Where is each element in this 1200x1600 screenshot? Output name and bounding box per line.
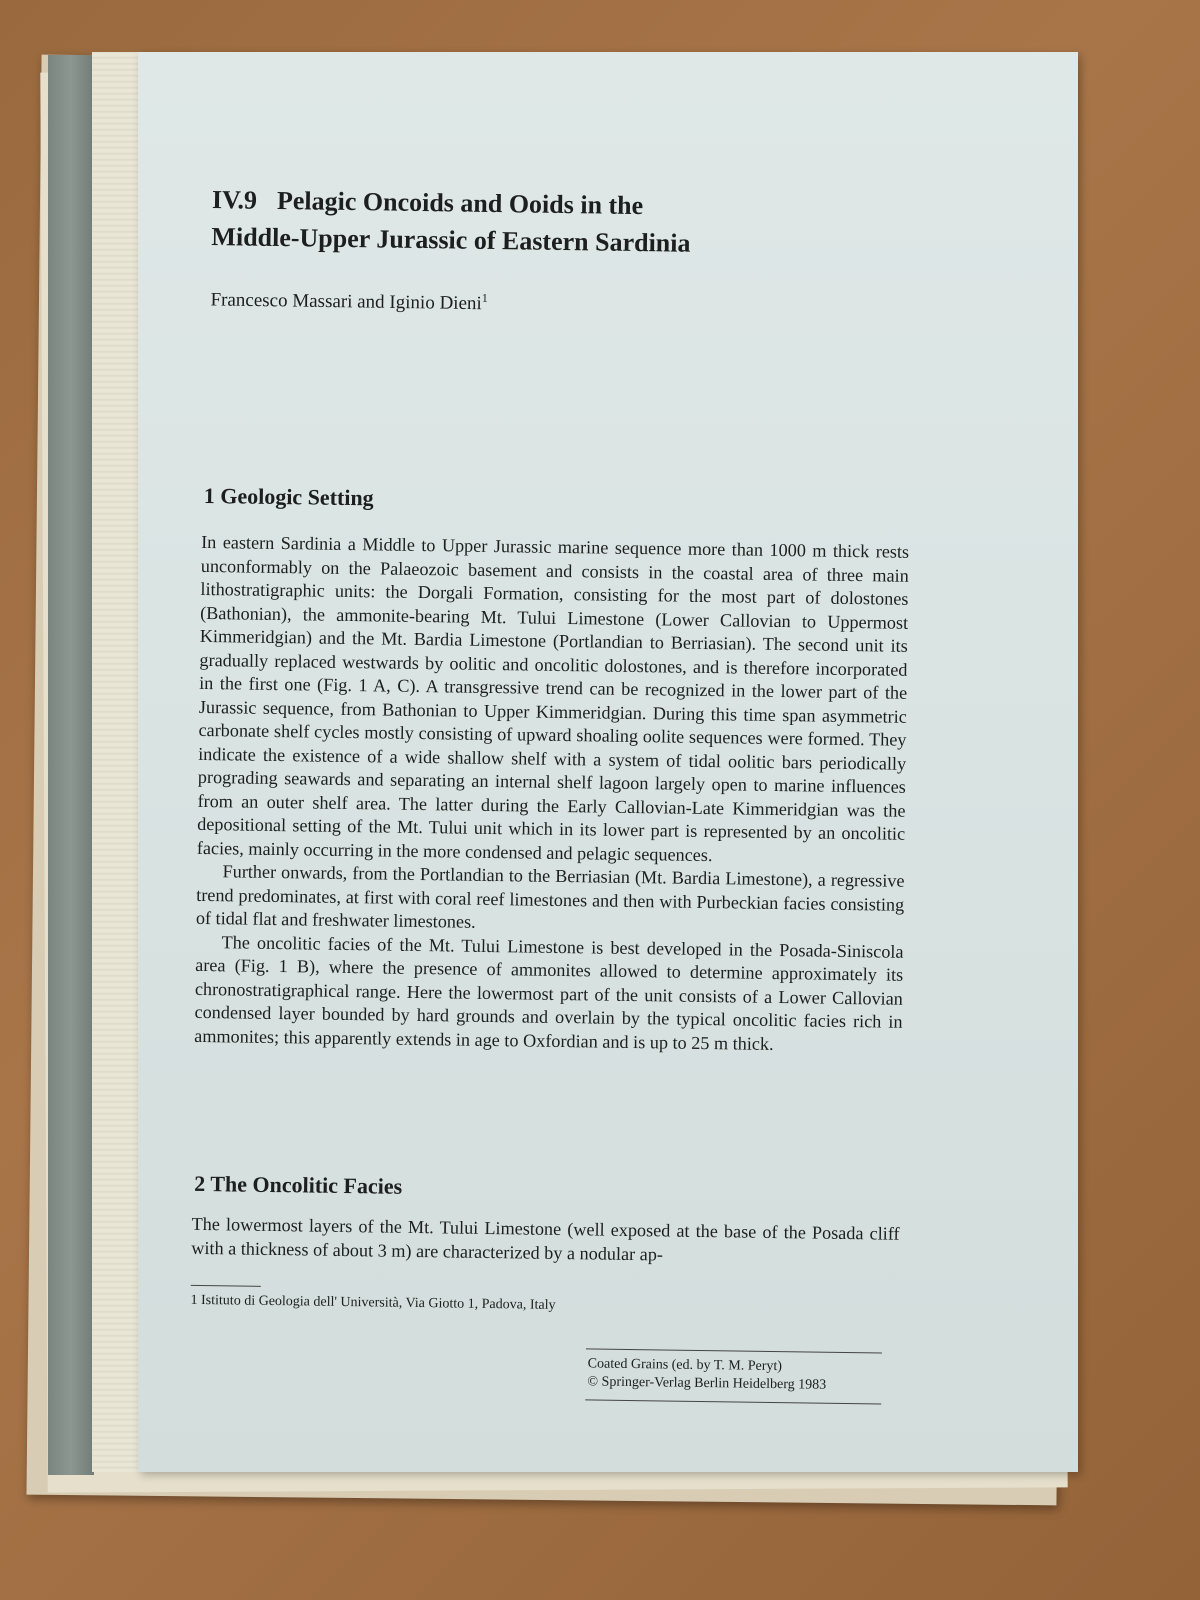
copyright-line-1: Coated Grains (ed. by T. M. Peryt) xyxy=(587,1356,783,1375)
book-binding xyxy=(48,55,94,1475)
title-line-2: Middle-Upper Jurassic of Eastern Sardinia xyxy=(211,222,691,258)
copyright-line-2: © Springer-Verlag Berlin Heidelberg 1983 xyxy=(587,1374,827,1393)
paragraph: Further onwards, from the Portlandian to the Berriasian (Mt. Bardia Limestone), a regressive trend predominates, at first with coral reef limestones and then with Purbeckian facies consisting of tidal flat and freshwater limestones. xyxy=(195,861,905,932)
paragraph: The lowermost layers of the Mt. Tului Limestone (well exposed at the base of the Posada cliff with a thickness of about 3 m) are characterized by a nodular ap- xyxy=(191,1213,900,1264)
copyright-box xyxy=(585,1348,882,1404)
section-body-oncolitic-facies xyxy=(191,1213,900,1270)
section-body-geologic-setting xyxy=(194,531,909,1058)
title-text-1: Pelagic Oncoids and Ooids in the xyxy=(276,185,644,221)
section-heading-oncolitic-facies: 2 The Oncolitic Facies xyxy=(194,1170,403,1199)
footnote: 1 Istituto di Geologia dell' Università, Via Giotto 1, Padova, Italy xyxy=(190,1292,556,1313)
paragraph: In eastern Sardinia a Middle to Upper Jurassic marine sequence more than 1000 m thick rests unconformably on the Palaeozoic basement and consists in the coastal area of three main lithostratigraphic units: the Dorgali Formation, consisting for the most part of dolostones (Bathonian), the ammonite-bearing Mt. Tului Limestone (Lower Callovian to Uppermost Kimmeridgian) and the Mt. Bardia Limestone (Portlandian to Berriasian). The second unit its gradually replaced westwards by oolitic and oncolitic dolostones, and is therefore incorporated in the first one (Fig. 1 A, C). A transgressive trend can be recognized in the lower part of the Jurassic sequence, from Bathonian to Upper Kimmeridgian. During this time span asymmetric carbonate shelf cycles mostly consisting of upward shoaling oolite sequences were formed. They indicate the existence of a wide shallow shelf with a system of tidal oolitic bars periodically prograding seawards and separating an internal shelf lagoon largely open to marine influences from an outer shelf area. The latter during the Early Callovian-Late Kimmeridgian was the depositional setting of the Mt. Tului unit which in its lower part is represented by an oncolitic facies, mainly occurring in the more condensed and pelagic sequences. xyxy=(196,531,910,865)
paragraph: The oncolitic facies of the Mt. Tului Limestone is best developed in the Posada-Siniscola area (Fig. 1 B), where the presence of ammonites allowed to determine approximately its chronostratigraphical range. Here the lowermost part of the unit consists of a Lower Callovian condensed layer bounded by hard grounds and overlain by the typical oncolitic facies rich in ammonites; this apparently extends in age to Oxfordian and is up to 25 m thick. xyxy=(194,931,904,1054)
footnote-divider xyxy=(191,1285,261,1287)
document-page xyxy=(138,52,1078,1472)
author-names: Francesco Massari and Iginio Dieni xyxy=(210,289,482,315)
page-title xyxy=(211,181,691,262)
chapter-number: IV.9 xyxy=(211,185,258,215)
section-heading-geologic-setting: 1 Geologic Setting xyxy=(203,482,374,511)
author-footnote-mark: 1 xyxy=(481,290,488,305)
author-line xyxy=(210,287,488,315)
page-content xyxy=(118,52,1078,1485)
